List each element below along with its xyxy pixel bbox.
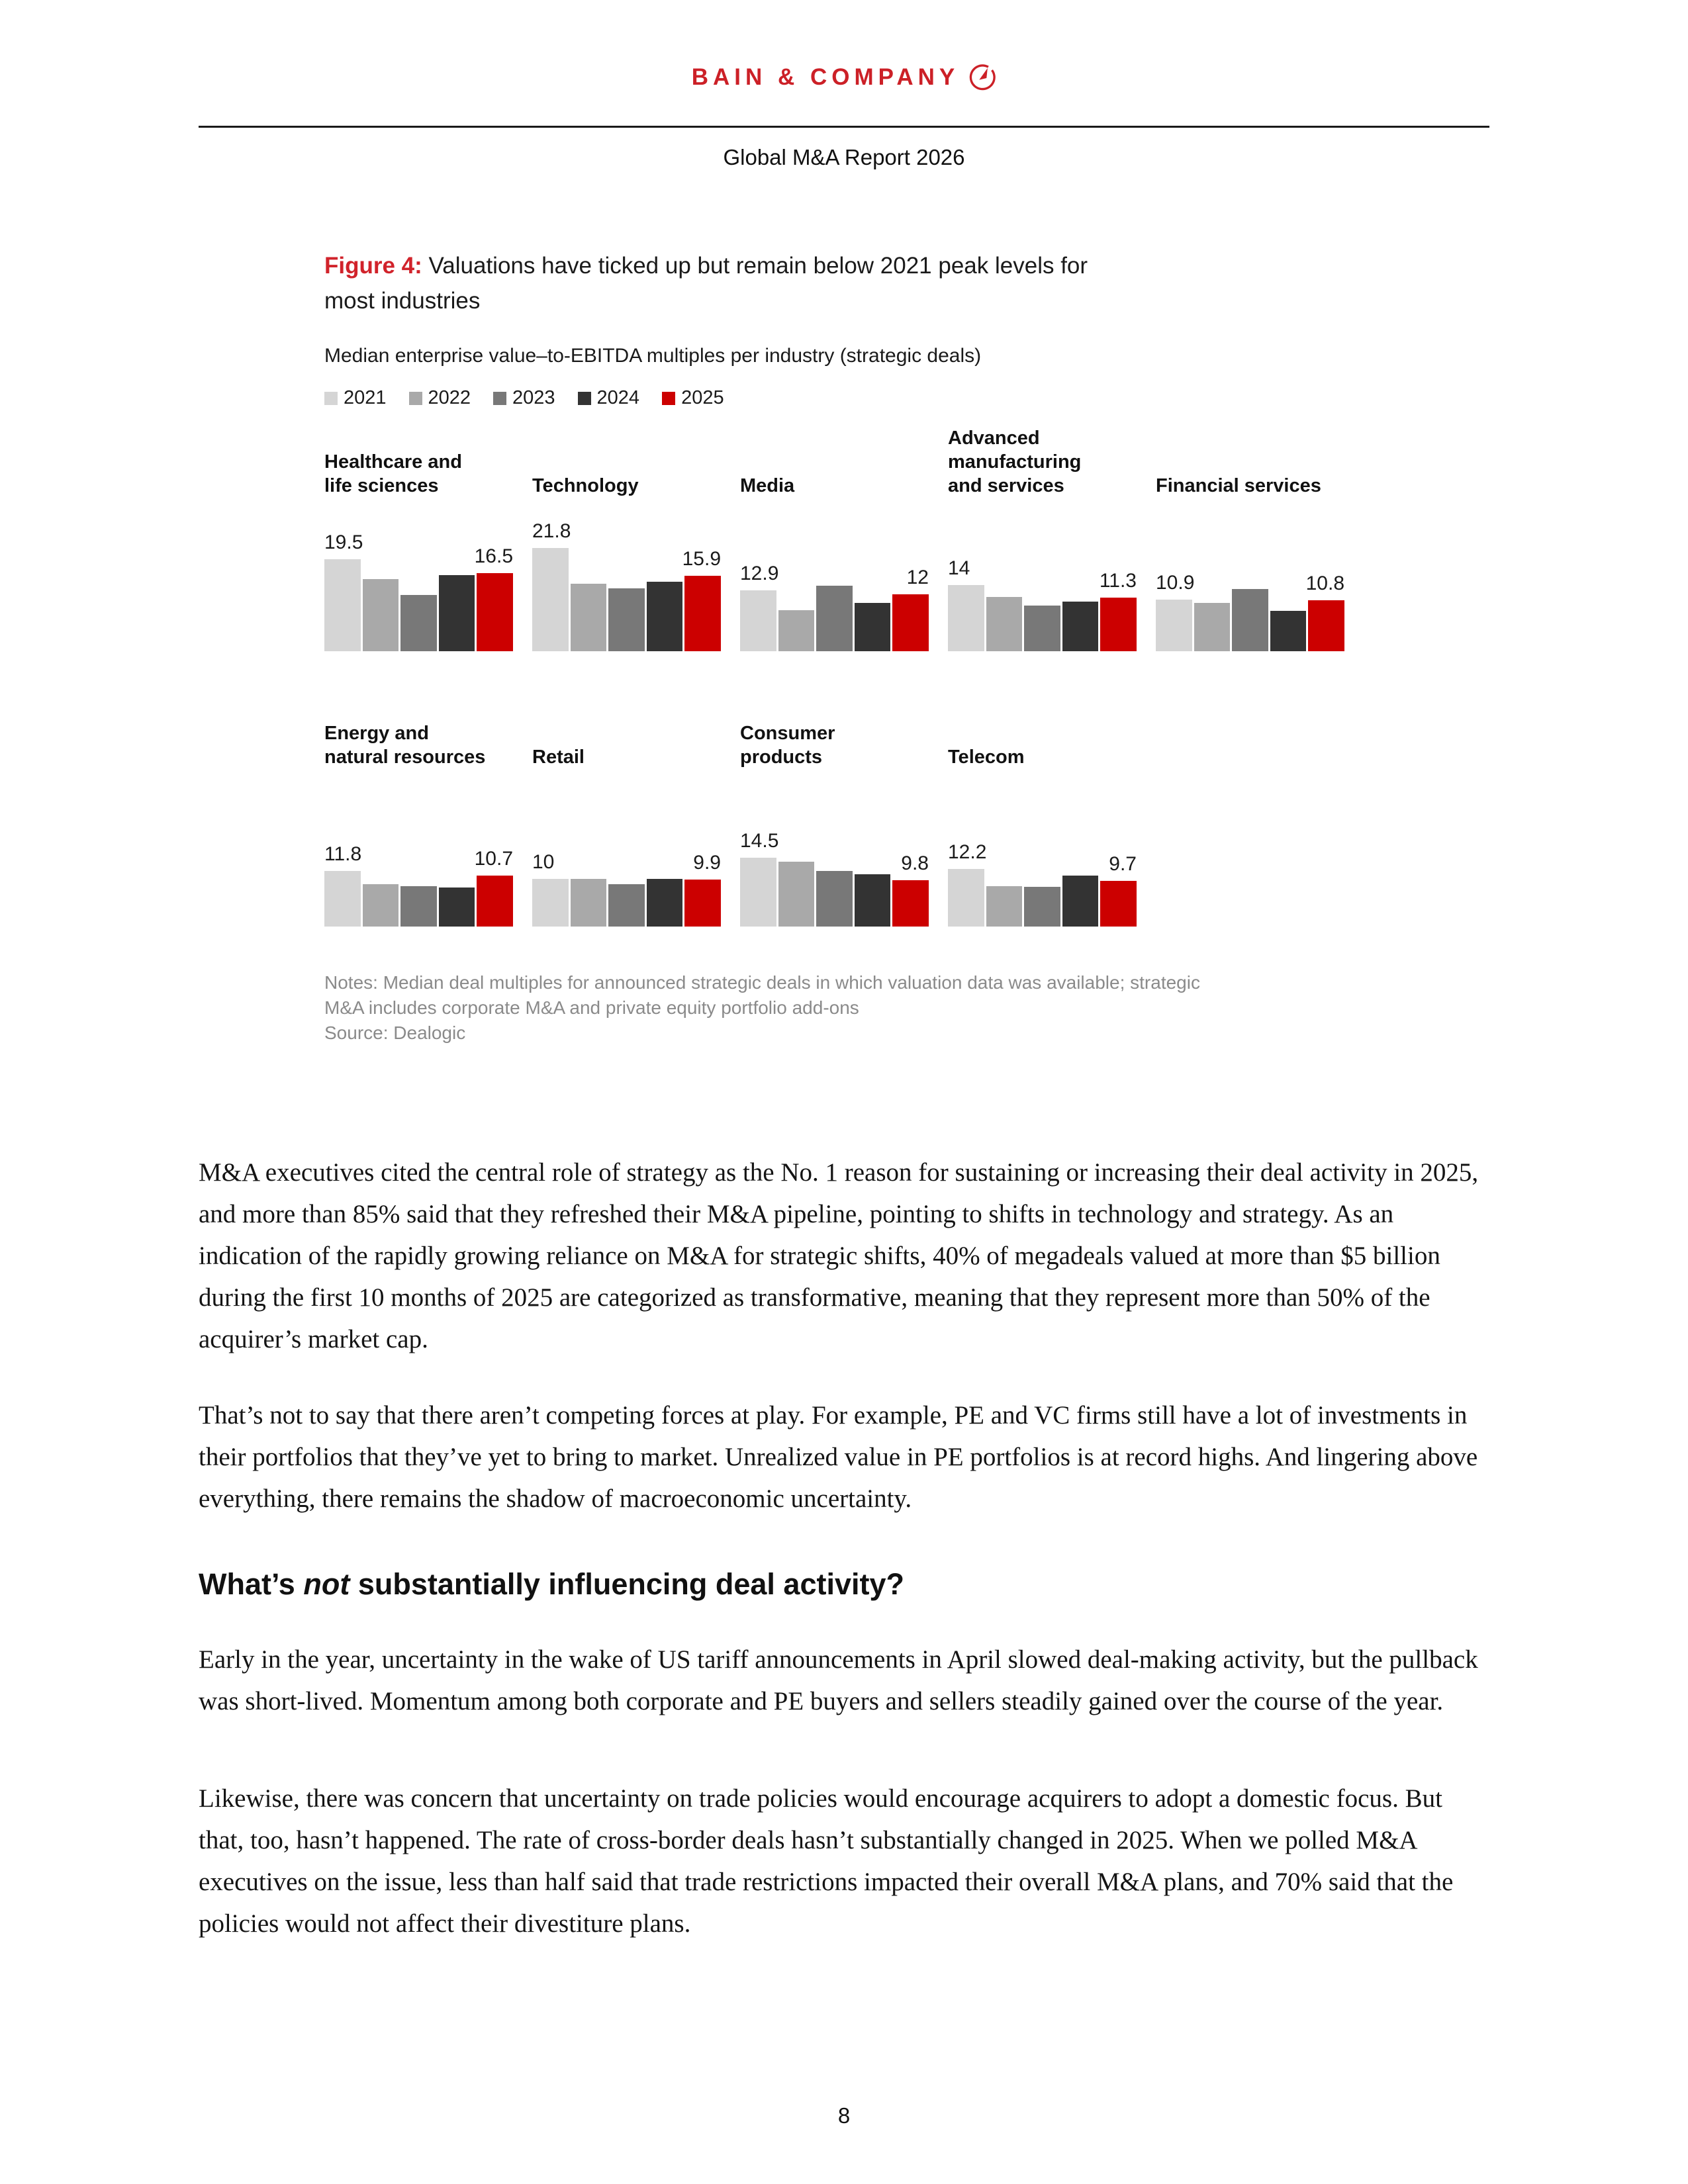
panel-title-energy-and-natural-resources (324, 720, 513, 776)
legend-swatch-2025 (662, 392, 675, 405)
source-line: Source: Dealogic (324, 1023, 466, 1043)
legend-label-2022: 2022 (428, 387, 471, 408)
notes-line1: Notes: Median deal multiples for announced strategic deals in which valuation data was available; strategic (324, 972, 1200, 993)
value-label-consumer-products-2025: 9.8 (901, 852, 929, 874)
panel-title-line: products (740, 747, 823, 768)
panel-title-line: Energy and (324, 723, 429, 744)
bar-financial-services-2022 (1194, 603, 1231, 651)
legend-swatch-2024 (578, 392, 591, 405)
chart-panel-telecom (948, 720, 1137, 927)
legend-item-2022 (409, 387, 471, 409)
paragraph-3: Early in the year, uncertainty in the wake of US tariff announcements in April slowed deal-making activity, but the pullback was short-lived. Momentum among both corporate and PE buyers and sellers steadily gained over the course of the year. (199, 1645, 1478, 1715)
bar-consumer-products-2025 (892, 880, 929, 927)
figure-title-line2: most industries (324, 288, 481, 314)
bar-advanced-manufacturing-and-services-2024 (1062, 602, 1099, 651)
panel-title-line: Healthcare and (324, 451, 462, 473)
bar-retail-2022 (571, 879, 607, 927)
legend-swatch-2021 (324, 392, 338, 405)
bar-financial-services-2025 (1308, 600, 1344, 651)
heading-pre: What’s (199, 1567, 304, 1601)
notes-line2: M&A includes corporate M&A and private equity portfolio add-ons (324, 997, 859, 1018)
bar-healthcare-and-life-sciences-2024 (439, 575, 475, 651)
bar-telecom-2024 (1062, 876, 1099, 927)
value-label-technology-2025: 15.9 (682, 548, 721, 570)
bar-group-healthcare-and-life-sciences (324, 504, 513, 651)
panel-title-line: manufacturing (948, 451, 1082, 473)
panel-chart-advanced-manufacturing-and-services (948, 504, 1137, 651)
panel-title-line: natural resources (324, 747, 486, 768)
figure-title (324, 248, 1357, 318)
bar-media-2023 (816, 586, 853, 651)
legend-swatch-2022 (409, 392, 422, 405)
bar-consumer-products-2021 (740, 858, 776, 927)
bar-healthcare-and-life-sciences-2022 (363, 579, 399, 651)
page-number: 8 (837, 2103, 851, 2128)
bar-consumer-products-2023 (816, 871, 853, 927)
chart-panel-retail (532, 720, 721, 927)
panel-title-retail (532, 720, 721, 776)
bar-technology-2025 (684, 576, 721, 651)
panel-title-line: Media (740, 475, 795, 496)
bar-advanced-manufacturing-and-services-2022 (986, 597, 1023, 651)
value-label-energy-and-natural-resources-2025: 10.7 (474, 848, 513, 870)
chart-panel-technology (532, 425, 721, 651)
chart-panel-energy-and-natural-resources (324, 720, 513, 927)
panel-title-line: Consumer (740, 723, 835, 744)
bar-energy-and-natural-resources-2023 (400, 886, 437, 927)
paragraph-1: M&A executives cited the central role of strategy as the No. 1 reason for sustaining or increasing their deal activity in 2025, and more than 85% said that they refreshed their M&A pipeline, pointing to shifts in technology and strategy. As an indication of the rapidly growing reliance on M&A for strategic shifts, 40% of megadeals valued at more than $5 billion during the first 10 months of 2025 are categorized as transformative, meaning that they represent more than 50% of the acquirer’s market cap. (199, 1158, 1479, 1353)
bar-technology-2022 (571, 584, 607, 651)
chart-panel-media (740, 425, 929, 651)
heading-post: substantially influencing deal activity? (350, 1567, 904, 1601)
bain-logo-text: BAIN & COMPANY (691, 64, 960, 90)
panel-title-line: Technology (532, 475, 639, 496)
panel-title-media (740, 425, 929, 504)
legend-item-2024 (578, 387, 640, 409)
value-label-telecom-2025: 9.7 (1109, 853, 1137, 875)
panel-title-line: and services (948, 475, 1064, 496)
header-divider (199, 126, 1489, 128)
panel-chart-retail (532, 776, 721, 927)
bar-technology-2021 (532, 548, 569, 651)
bar-retail-2023 (608, 884, 645, 927)
value-label-financial-services-2021: 10.9 (1156, 572, 1195, 594)
legend-item-2025 (662, 387, 724, 409)
bar-telecom-2023 (1024, 887, 1060, 927)
bar-telecom-2021 (948, 869, 984, 927)
value-label-media-2021: 12.9 (740, 563, 779, 584)
body-text (199, 1152, 1489, 1944)
value-label-consumer-products-2021: 14.5 (740, 830, 779, 852)
chart-legend (324, 387, 1357, 409)
value-label-advanced-manufacturing-and-services-2021: 14 (948, 557, 970, 579)
bar-energy-and-natural-resources-2022 (363, 884, 399, 927)
legend-label-2024: 2024 (596, 387, 640, 408)
chart-panel-financial-services (1156, 425, 1344, 651)
panel-title-financial-services (1156, 425, 1344, 504)
bar-healthcare-and-life-sciences-2023 (400, 595, 437, 651)
panel-title-line: Advanced (948, 428, 1040, 449)
value-label-healthcare-and-life-sciences-2025: 16.5 (474, 545, 513, 567)
bar-technology-2023 (608, 588, 645, 651)
bar-media-2022 (778, 610, 815, 651)
legend-label-2023: 2023 (512, 387, 555, 408)
charts-row-2 (324, 720, 1357, 927)
value-label-retail-2021: 10 (532, 851, 555, 873)
figure-notes (324, 970, 1688, 1046)
bar-consumer-products-2024 (855, 874, 891, 927)
bar-group-retail (532, 776, 721, 927)
figure-title-line1: Valuations have ticked up but remain below 2021 peak levels for (422, 253, 1088, 279)
value-label-retail-2025: 9.9 (693, 852, 721, 874)
bar-advanced-manufacturing-and-services-2021 (948, 585, 984, 651)
heading-italic: not (303, 1567, 350, 1601)
panel-chart-telecom (948, 776, 1137, 927)
bar-retail-2025 (684, 880, 721, 927)
bar-advanced-manufacturing-and-services-2025 (1100, 598, 1137, 651)
bar-consumer-products-2022 (778, 862, 815, 927)
chart-panel-advanced-manufacturing-and-services (948, 425, 1137, 651)
figure-4-block (324, 248, 1357, 927)
panel-title-line: Financial services (1156, 475, 1321, 496)
legend-item-2021 (324, 387, 387, 409)
value-label-energy-and-natural-resources-2021: 11.8 (324, 843, 362, 865)
bar-financial-services-2024 (1270, 611, 1307, 651)
bain-logo (692, 64, 997, 91)
legend-item-2023 (493, 387, 555, 409)
bar-financial-services-2023 (1232, 589, 1268, 651)
bar-telecom-2025 (1100, 881, 1137, 927)
bar-energy-and-natural-resources-2025 (477, 876, 513, 927)
value-label-telecom-2021: 12.2 (948, 841, 987, 863)
charts-row-1 (324, 425, 1357, 651)
bar-media-2025 (892, 594, 929, 651)
bar-retail-2021 (532, 879, 569, 927)
panel-title-line: Telecom (948, 747, 1025, 768)
panel-chart-energy-and-natural-resources (324, 776, 513, 927)
bar-advanced-manufacturing-and-services-2023 (1024, 606, 1060, 651)
paragraph-2: That’s not to say that there aren’t competing forces at play. For example, PE and VC firms still have a lot of investments in their portfolios that they’ve yet to bring to market. Unrealized value in PE portfolios is at record highs. And lingering above everything, there remains the shadow of macroeconomic uncertainty. (199, 1401, 1478, 1513)
figure-subtitle: Median enterprise value–to-EBITDA multiples per industry (strategic deals) (324, 345, 982, 367)
bar-healthcare-and-life-sciences-2021 (324, 559, 361, 651)
panel-chart-healthcare-and-life-sciences (324, 504, 513, 651)
value-label-technology-2021: 21.8 (532, 520, 571, 542)
value-label-advanced-manufacturing-and-services-2025: 11.3 (1099, 570, 1137, 592)
bar-retail-2024 (647, 879, 683, 927)
legend-swatch-2023 (493, 392, 506, 405)
section-heading (199, 1567, 1489, 1602)
chart-panel-healthcare-and-life-sciences (324, 425, 513, 651)
panel-chart-media (740, 504, 929, 651)
bar-media-2021 (740, 590, 776, 651)
value-label-media-2025: 12 (906, 567, 929, 588)
figure-label: Figure 4: (324, 253, 422, 279)
panel-title-line: Retail (532, 747, 585, 768)
chart-panel-consumer-products (740, 720, 929, 927)
panel-title-consumer-products (740, 720, 929, 776)
value-label-financial-services-2025: 10.8 (1305, 572, 1344, 594)
legend-label-2021: 2021 (344, 387, 387, 408)
panel-title-line: life sciences (324, 475, 439, 496)
panel-chart-consumer-products (740, 776, 929, 927)
bar-financial-services-2021 (1156, 600, 1192, 651)
bain-compass-icon (968, 64, 996, 91)
panel-title-healthcare-and-life-sciences (324, 425, 513, 504)
value-label-healthcare-and-life-sciences-2021: 19.5 (324, 531, 363, 553)
bar-energy-and-natural-resources-2021 (324, 871, 361, 927)
bar-telecom-2022 (986, 886, 1023, 927)
panel-chart-technology (532, 504, 721, 651)
page-header (0, 0, 1688, 170)
bar-healthcare-and-life-sciences-2025 (477, 573, 513, 651)
report-title: Global M&A Report 2026 (723, 145, 965, 169)
legend-label-2025: 2025 (681, 387, 724, 408)
bar-technology-2024 (647, 582, 683, 651)
panel-title-advanced-manufacturing-and-services (948, 425, 1137, 504)
bar-energy-and-natural-resources-2024 (439, 887, 475, 927)
paragraph-4: Likewise, there was concern that uncertainty on trade policies would encourage acquirers to adopt a domestic focus. But that, too, hasn’t happened. The rate of cross-border deals hasn’t substantially changed in 2025. When we polled M&A executives on the issue, less than half said that trade restrictions impacted their overall M&A plans, and 70% said that the policies would not affect their divestiture plans. (199, 1784, 1454, 1938)
bar-media-2024 (855, 603, 891, 651)
panel-chart-financial-services (1156, 504, 1344, 651)
panel-title-technology (532, 425, 721, 504)
panel-title-telecom (948, 720, 1137, 776)
